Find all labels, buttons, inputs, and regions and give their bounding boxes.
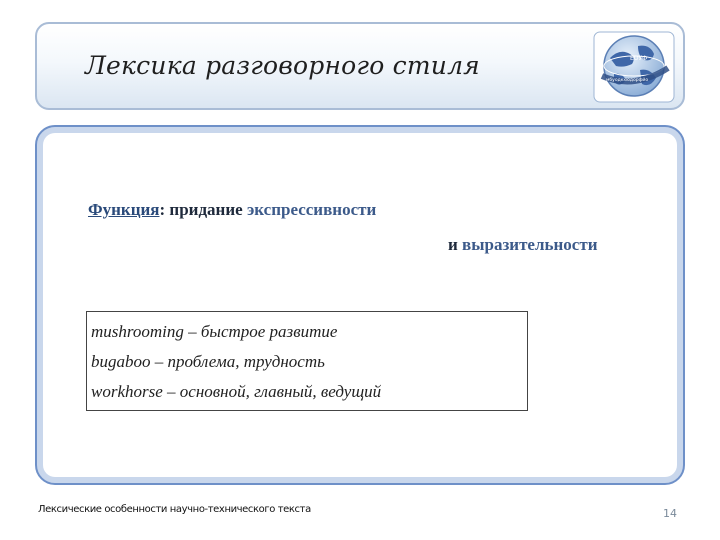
globe-logo-svg xyxy=(592,28,676,106)
content-area xyxy=(43,133,677,477)
logo-text-top: ЕОУФ xyxy=(630,55,648,62)
example-item: mushrooming – быстрое развитие xyxy=(91,322,338,341)
globe-logo-icon xyxy=(592,28,676,106)
slide-footer: Лексические особенности научно-технического текста xyxy=(38,504,311,515)
page-number: 14 xyxy=(663,507,677,520)
slide-title: Лексика разговорного стиля xyxy=(85,51,480,80)
example-item: bugaboo – проблема, трудность xyxy=(91,352,325,371)
function-label: Функция xyxy=(88,200,160,219)
function-line xyxy=(88,200,376,220)
title-bar xyxy=(35,22,685,110)
function-text-part3: и xyxy=(448,235,463,254)
content-frame xyxy=(35,125,685,485)
function-text-part4: выразительности xyxy=(462,235,598,254)
function-text-part1: придание xyxy=(165,200,247,219)
example-item: workhorse – основной, главный, ведущий xyxy=(91,382,382,401)
logo-text-bottom: мбуодкхюдорфйо xyxy=(606,78,649,83)
examples-box xyxy=(86,311,528,411)
function-colon: : xyxy=(159,200,166,219)
function-line-2 xyxy=(448,235,598,255)
function-text-part2: экспрессивности xyxy=(246,200,377,219)
